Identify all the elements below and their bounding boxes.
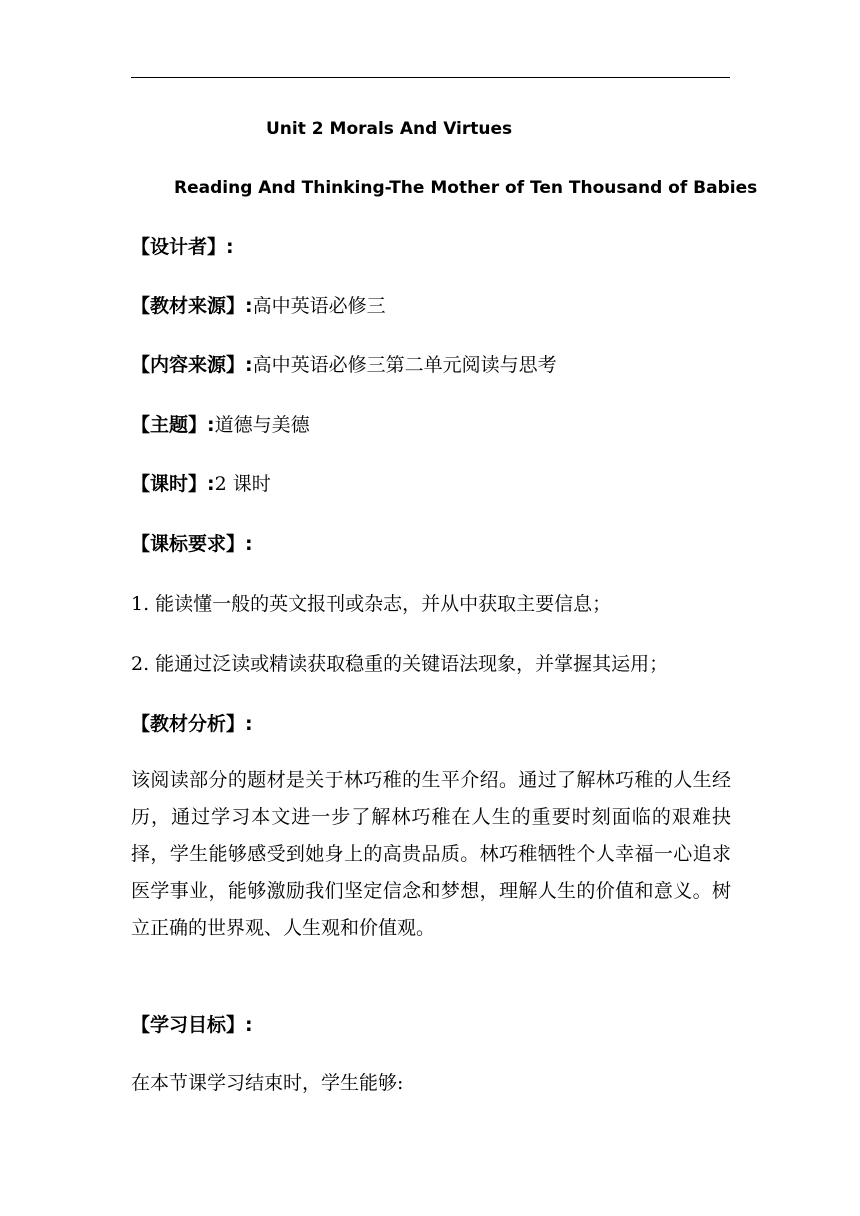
- designer-line: [131, 235, 234, 259]
- unit-title: Unit 2 Morals And Virtues: [266, 119, 513, 139]
- theme-value: 道德与美德: [214, 414, 310, 436]
- content-source-label: 【内容来源】:: [131, 354, 253, 376]
- textbook-analysis-text: 该阅读部分的题材是关于林巧稚的生平介绍。通过了解林巧稚的人生经历，通过学习本文进一步了解林巧稚在人生的重要时刻面临的艰难抉择，学生能够感受到她身上的高贵品质。林巧稚牺牲个人幸福一心追求医学事业，能够激励我们坚定信念和梦想，理解人生的价值和意义。树立正确的世界观、人生观和价值观。: [131, 769, 731, 939]
- class-hours-label: 【课时】:: [131, 473, 215, 495]
- theme-label: 【主题】:: [131, 414, 215, 436]
- designer-label: 【设计者】:: [131, 236, 234, 258]
- class-hours-line: [131, 472, 271, 496]
- requirement-item-1: 1. 能读懂一般的英文报刊或杂志，并从中获取主要信息；: [131, 593, 612, 615]
- content-source-value: 高中英语必修三第二单元阅读与思考: [252, 354, 557, 376]
- curriculum-requirements-label: 【课标要求】:: [131, 533, 253, 555]
- textbook-source-value: 高中英语必修三: [252, 295, 386, 317]
- header-rule: [131, 77, 730, 78]
- learning-objectives-intro: 在本节课学习结束时，学生能够:: [131, 1072, 404, 1094]
- theme-line: [131, 413, 310, 437]
- requirement-item-2: 2. 能通过泛读或精读获取稳重的关键语法现象，并掌握其运用；: [131, 653, 669, 675]
- content-source-line: [131, 353, 557, 377]
- textbook-analysis-label: 【教材分析】:: [131, 713, 253, 735]
- learning-objectives-label: 【学习目标】:: [131, 1014, 253, 1036]
- class-hours-value: 2 课时: [214, 473, 271, 495]
- textbook-source-line: [131, 294, 386, 318]
- textbook-source-label: 【教材来源】:: [131, 295, 253, 317]
- lesson-title: Reading And Thinking-The Mother of Ten Thousand of Babies: [174, 178, 758, 198]
